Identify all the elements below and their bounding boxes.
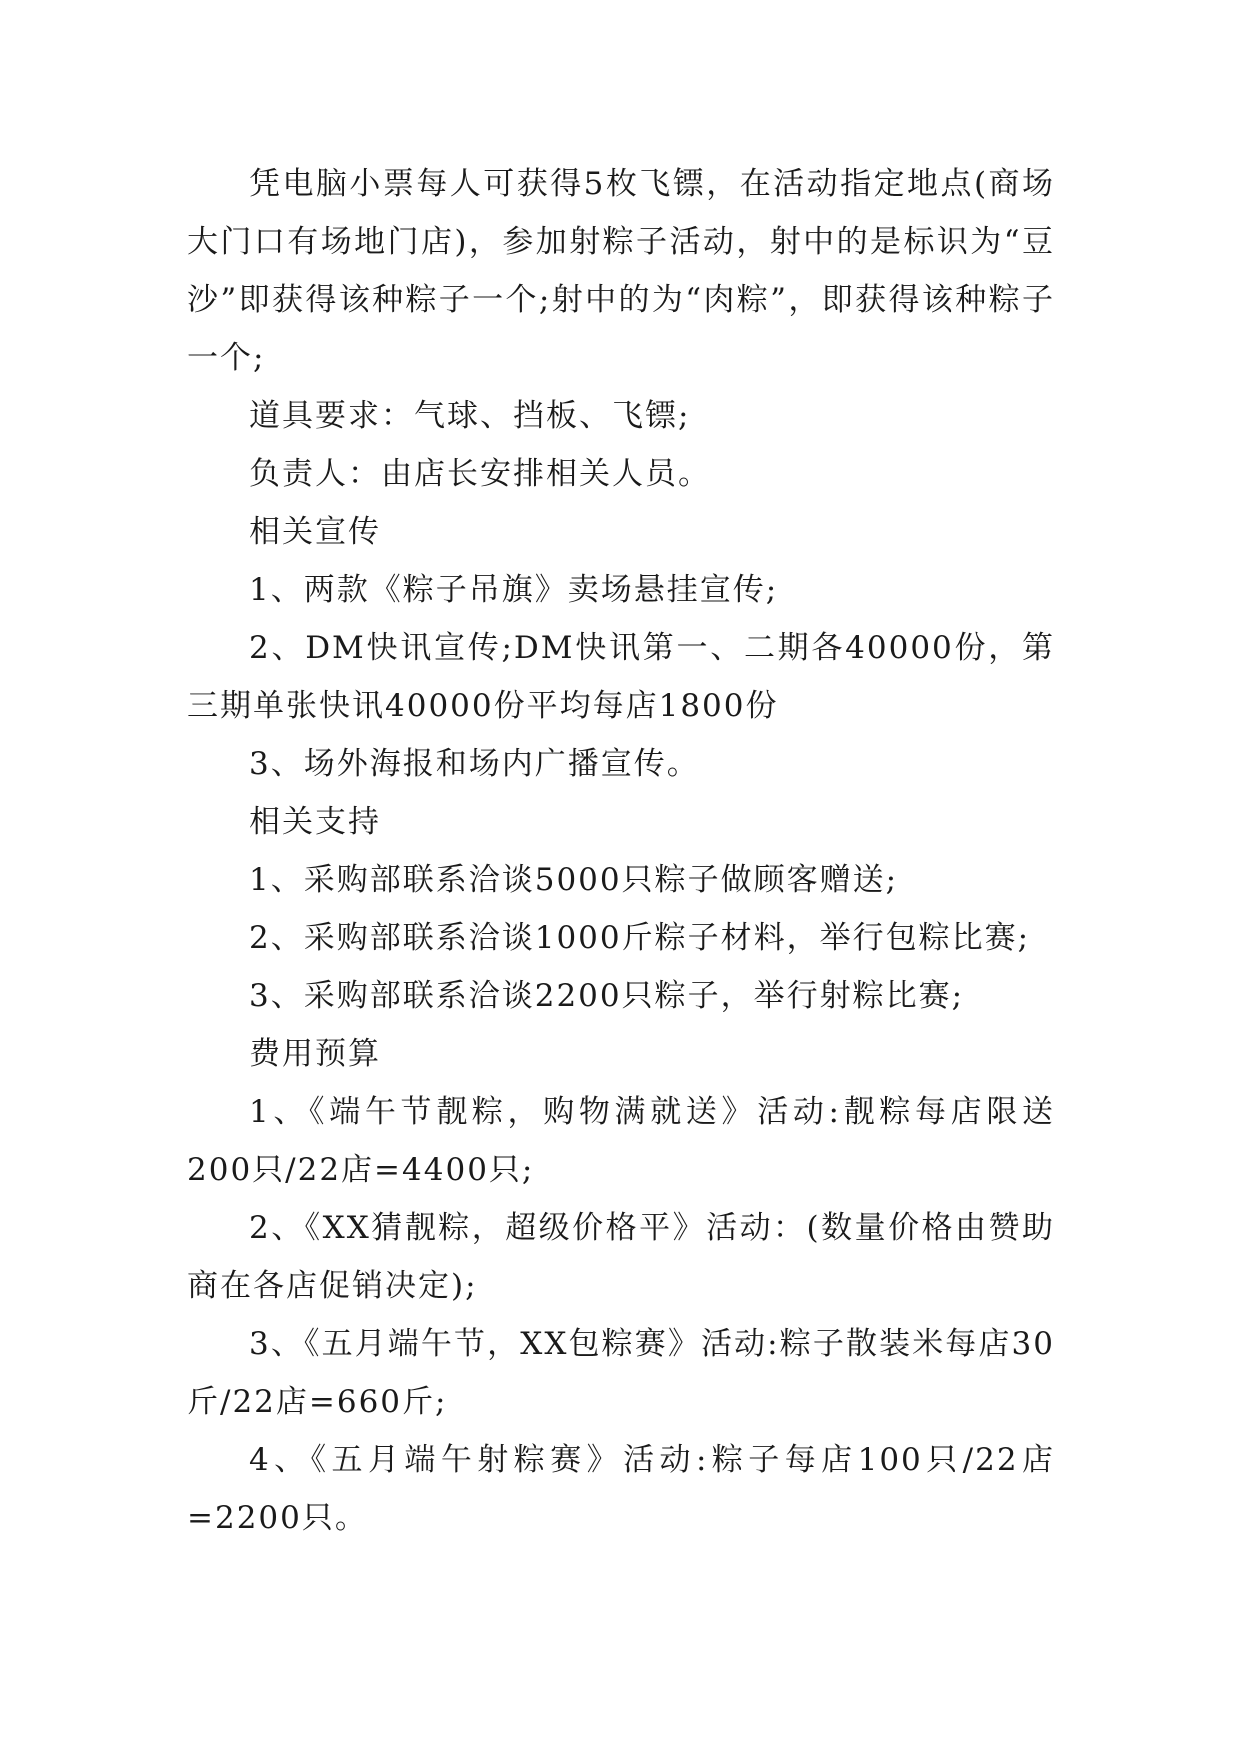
section-heading-support: 相关支持 bbox=[249, 804, 381, 840]
list-item-budget-1: 1、《端午节靓粽，购物满就送》活动:靓粽每店限送200只/22店=4400只; bbox=[187, 1094, 1055, 1188]
list-item-support-2: 2、采购部联系洽谈1000斤粽子材料，举行包粽比赛; bbox=[249, 920, 1031, 956]
list-item-budget-3: 3、《五月端午节，XX包粽赛》活动:粽子散装米每店30斤/22店=660斤; bbox=[187, 1326, 1055, 1420]
list-item-budget-2: 2、《XX猜靓粽，超级价格平》活动：(数量价格由赞助商在各店促销决定); bbox=[187, 1210, 1055, 1304]
paragraph-dart-activity-rules: 凭电脑小票每人可获得5枚飞镖，在活动指定地点(商场大门口有场地门店)，参加射粽子活动，射中的是标识为“豆沙”即获得该种粽子一个;射中的为“肉粽”，即获得该种粽子一个; bbox=[187, 166, 1055, 376]
document-body bbox=[187, 155, 1055, 1547]
section-heading-promotion: 相关宣传 bbox=[249, 514, 381, 550]
paragraph-person-in-charge: 负责人：由店长安排相关人员。 bbox=[249, 456, 711, 492]
list-item-promotion-3: 3、场外海报和场内广播宣传。 bbox=[249, 746, 700, 782]
list-item-promotion-1: 1、两款《粽子吊旗》卖场悬挂宣传; bbox=[249, 572, 779, 608]
list-item-budget-4: 4、《五月端午射粽赛》活动:粽子每店100只/22店=2200只。 bbox=[187, 1442, 1055, 1536]
section-heading-budget: 费用预算 bbox=[249, 1036, 381, 1072]
list-item-support-3: 3、采购部联系洽谈2200只粽子，举行射粽比赛; bbox=[249, 978, 965, 1014]
list-item-promotion-2: 2、DM快讯宣传;DM快讯第一、二期各40000份，第三期单张快讯40000份平均每店1800份 bbox=[187, 630, 1055, 724]
paragraph-props-requirements: 道具要求：气球、挡板、飞镖; bbox=[249, 398, 691, 434]
list-item-support-1: 1、采购部联系洽谈5000只粽子做顾客赠送; bbox=[249, 862, 899, 898]
